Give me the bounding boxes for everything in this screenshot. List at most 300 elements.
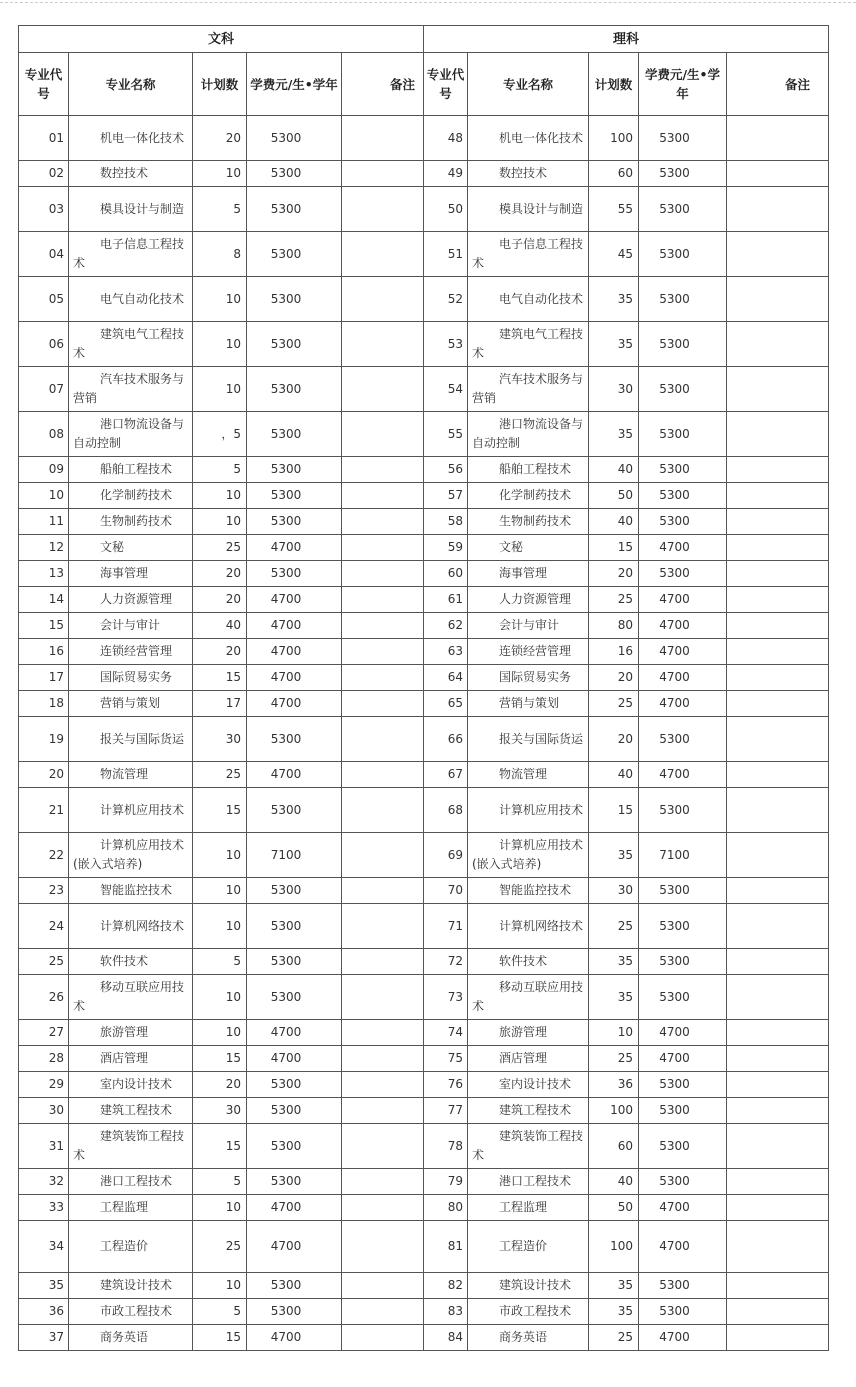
cell-note [342, 277, 424, 322]
table-row [19, 509, 424, 535]
cell-plan: 35 [589, 1273, 639, 1299]
cell-plan: 50 [589, 1195, 639, 1221]
table-row [424, 1221, 829, 1273]
cell-fee: 7100 [639, 833, 727, 878]
cell-plan: 55 [589, 187, 639, 232]
cell-fee: 5300 [639, 412, 727, 457]
cell-code: 82 [424, 1273, 468, 1299]
cell-code: 62 [424, 613, 468, 639]
table-row [424, 949, 829, 975]
cell-plan: 100 [589, 116, 639, 161]
cell-note [342, 1072, 424, 1098]
cell-name: 营销与策划 [468, 691, 589, 717]
cell-plan: 5 [193, 457, 247, 483]
cell-name: 工程造价 [69, 1221, 193, 1273]
table-row [424, 833, 829, 878]
cell-note [727, 762, 829, 788]
cell-name: 生物制药技术 [468, 509, 589, 535]
cell-note [342, 187, 424, 232]
cell-code: 56 [424, 457, 468, 483]
cell-plan: 25 [589, 904, 639, 949]
cell-code: 70 [424, 878, 468, 904]
cell-code: 09 [19, 457, 69, 483]
cell-note [342, 788, 424, 833]
cell-name: 物流管理 [69, 762, 193, 788]
science-header-fee: 学费元/生•学年 [639, 53, 727, 116]
cell-fee: 5300 [639, 561, 727, 587]
cell-note [727, 1020, 829, 1046]
cell-plan: 60 [589, 161, 639, 187]
cell-name: 海事管理 [468, 561, 589, 587]
cell-fee: 5300 [247, 561, 342, 587]
cell-name: 建筑设计技术 [468, 1273, 589, 1299]
cell-fee: 5300 [639, 1072, 727, 1098]
cell-code: 07 [19, 367, 69, 412]
cell-note [342, 535, 424, 561]
cell-name: 建筑电气工程技术 [69, 322, 193, 367]
cell-plan: 40 [589, 1169, 639, 1195]
cell-name: 建筑设计技术 [69, 1273, 193, 1299]
cell-name: 酒店管理 [69, 1046, 193, 1072]
cell-plan: 10 [193, 1273, 247, 1299]
cell-code: 77 [424, 1098, 468, 1124]
science-admission-table [423, 25, 829, 1351]
cell-name: 国际贸易实务 [69, 665, 193, 691]
cell-plan: 20 [193, 1072, 247, 1098]
cell-plan: 10 [193, 904, 247, 949]
cell-plan: 35 [589, 277, 639, 322]
cell-fee: 5300 [247, 1273, 342, 1299]
cell-note [342, 717, 424, 762]
cell-plan: 40 [589, 457, 639, 483]
cell-fee: 5300 [639, 187, 727, 232]
table-row [19, 1098, 424, 1124]
cell-fee: 5300 [639, 161, 727, 187]
cell-fee: 5300 [639, 483, 727, 509]
cell-plan: 10 [193, 1195, 247, 1221]
cell-fee: 5300 [247, 116, 342, 161]
cell-note [342, 116, 424, 161]
table-row [424, 161, 829, 187]
cell-note [342, 322, 424, 367]
cell-name: 汽车技术服务与营销 [69, 367, 193, 412]
cell-name: 建筑装饰工程技术 [69, 1124, 193, 1169]
cell-name: 营销与策划 [69, 691, 193, 717]
table-row [424, 788, 829, 833]
cell-fee: 4700 [247, 1020, 342, 1046]
cell-note [342, 975, 424, 1020]
table-row [424, 232, 829, 277]
table-row [424, 483, 829, 509]
cell-plan: 100 [589, 1221, 639, 1273]
cell-note [342, 1325, 424, 1351]
cell-name: 旅游管理 [468, 1020, 589, 1046]
table-row [424, 904, 829, 949]
cell-plan: 30 [589, 367, 639, 412]
table-row [424, 367, 829, 412]
table-row [424, 322, 829, 367]
cell-name: 软件技术 [468, 949, 589, 975]
cell-fee: 5300 [247, 788, 342, 833]
cell-code: 79 [424, 1169, 468, 1195]
cell-note [727, 116, 829, 161]
cell-name: 工程造价 [468, 1221, 589, 1273]
cell-fee: 5300 [639, 878, 727, 904]
cell-plan: 8 [193, 232, 247, 277]
table-row [19, 717, 424, 762]
cell-note [342, 587, 424, 613]
cell-name: 文秘 [468, 535, 589, 561]
cell-plan: 40 [589, 509, 639, 535]
table-row [19, 412, 424, 457]
cell-plan: 5 [193, 1169, 247, 1195]
cell-plan: 36 [589, 1072, 639, 1098]
cell-note [727, 1195, 829, 1221]
cell-name: 报关与国际货运 [69, 717, 193, 762]
cell-plan: 30 [193, 717, 247, 762]
table-row [424, 639, 829, 665]
cell-note [727, 509, 829, 535]
cell-name: 建筑工程技术 [468, 1098, 589, 1124]
cell-name: 汽车技术服务与营销 [468, 367, 589, 412]
cell-fee: 5300 [639, 116, 727, 161]
cell-plan: 5 [193, 1299, 247, 1325]
cell-note [727, 367, 829, 412]
cell-note [727, 1273, 829, 1299]
cell-plan: 10 [193, 367, 247, 412]
table-row [19, 904, 424, 949]
cell-code: 25 [19, 949, 69, 975]
cell-name: 市政工程技术 [69, 1299, 193, 1325]
cell-fee: 4700 [247, 535, 342, 561]
table-row [424, 665, 829, 691]
cell-fee: 5300 [247, 1299, 342, 1325]
cell-fee: 5300 [639, 322, 727, 367]
table-row [424, 116, 829, 161]
cell-code: 26 [19, 975, 69, 1020]
cell-code: 48 [424, 116, 468, 161]
cell-plan: 10 [193, 1020, 247, 1046]
cell-name: 室内设计技术 [69, 1072, 193, 1098]
cell-note [727, 833, 829, 878]
cell-plan: 35 [589, 975, 639, 1020]
cell-code: 36 [19, 1299, 69, 1325]
cell-fee: 4700 [639, 587, 727, 613]
cell-code: 12 [19, 535, 69, 561]
cell-name: 数控技术 [468, 161, 589, 187]
cell-fee: 5300 [639, 1273, 727, 1299]
cell-plan: 20 [589, 665, 639, 691]
cell-note [727, 788, 829, 833]
cell-code: 21 [19, 788, 69, 833]
cell-fee: 5300 [639, 277, 727, 322]
cell-code: 83 [424, 1299, 468, 1325]
cell-name: 移动互联应用技术 [69, 975, 193, 1020]
cell-plan: 35 [589, 322, 639, 367]
cell-fee: 5300 [639, 788, 727, 833]
cell-code: 31 [19, 1124, 69, 1169]
cell-code: 27 [19, 1020, 69, 1046]
table-row [19, 322, 424, 367]
cell-note [727, 1325, 829, 1351]
cell-name: 计算机应用技术 [468, 788, 589, 833]
cell-name: 文秘 [69, 535, 193, 561]
cell-name: 市政工程技术 [468, 1299, 589, 1325]
cell-note [727, 1169, 829, 1195]
cell-code: 17 [19, 665, 69, 691]
cell-code: 11 [19, 509, 69, 535]
cell-code: 32 [19, 1169, 69, 1195]
cell-note [342, 561, 424, 587]
table-row [424, 762, 829, 788]
table-row [424, 587, 829, 613]
cell-code: 66 [424, 717, 468, 762]
table-row [19, 116, 424, 161]
cell-plan: ，5 [193, 412, 247, 457]
science-header-code: 专业代号 [424, 53, 468, 116]
cell-code: 73 [424, 975, 468, 1020]
cell-fee: 5300 [247, 878, 342, 904]
cell-note [342, 665, 424, 691]
cell-code: 30 [19, 1098, 69, 1124]
cell-note [342, 1299, 424, 1325]
cell-plan: 40 [589, 762, 639, 788]
cell-note [727, 975, 829, 1020]
cell-note [342, 613, 424, 639]
cell-plan: 10 [193, 161, 247, 187]
cell-plan: 20 [193, 587, 247, 613]
table-row [424, 187, 829, 232]
table-row [19, 1169, 424, 1195]
cell-fee: 4700 [639, 1221, 727, 1273]
cell-note [342, 483, 424, 509]
cell-code: 28 [19, 1046, 69, 1072]
cell-plan: 20 [589, 717, 639, 762]
cell-note [342, 1169, 424, 1195]
cell-note [342, 878, 424, 904]
arts-header-name: 专业名称 [69, 53, 193, 116]
cell-plan: 5 [193, 949, 247, 975]
cell-name: 移动互联应用技术 [468, 975, 589, 1020]
cell-fee: 5300 [247, 509, 342, 535]
cell-code: 75 [424, 1046, 468, 1072]
cell-note [727, 1124, 829, 1169]
table-row [19, 161, 424, 187]
cell-code: 24 [19, 904, 69, 949]
cell-fee: 5300 [247, 412, 342, 457]
cell-note [342, 1020, 424, 1046]
cell-plan: 20 [589, 561, 639, 587]
cell-name: 计算机应用技术(嵌入式培养) [468, 833, 589, 878]
arts-header-code: 专业代号 [19, 53, 69, 116]
cell-plan: 35 [589, 1299, 639, 1325]
table-row [424, 1098, 829, 1124]
cell-note [727, 1072, 829, 1098]
table-row [19, 665, 424, 691]
table-row [424, 1020, 829, 1046]
cell-fee: 4700 [247, 1221, 342, 1273]
cell-code: 53 [424, 322, 468, 367]
cell-fee: 5300 [247, 1098, 342, 1124]
arts-header-row [19, 53, 424, 116]
cell-fee: 5300 [639, 1124, 727, 1169]
cell-fee: 5300 [639, 949, 727, 975]
cell-fee: 4700 [247, 639, 342, 665]
cell-plan: 15 [589, 535, 639, 561]
cell-code: 05 [19, 277, 69, 322]
cell-name: 模具设计与制造 [69, 187, 193, 232]
cell-code: 65 [424, 691, 468, 717]
cell-fee: 5300 [639, 975, 727, 1020]
cell-name: 人力资源管理 [468, 587, 589, 613]
cell-code: 57 [424, 483, 468, 509]
cell-code: 84 [424, 1325, 468, 1351]
cell-note [342, 949, 424, 975]
cell-code: 76 [424, 1072, 468, 1098]
cell-plan: 20 [193, 561, 247, 587]
cell-name: 化学制药技术 [69, 483, 193, 509]
cell-plan: 60 [589, 1124, 639, 1169]
cell-fee: 5300 [639, 1098, 727, 1124]
table-row [19, 691, 424, 717]
cell-fee: 5300 [247, 277, 342, 322]
cell-name: 建筑装饰工程技术 [468, 1124, 589, 1169]
cell-name: 商务英语 [468, 1325, 589, 1351]
arts-section-row [19, 26, 424, 53]
table-row [424, 691, 829, 717]
table-row [19, 1124, 424, 1169]
table-row [19, 561, 424, 587]
cell-name: 计算机网络技术 [69, 904, 193, 949]
cell-plan: 15 [193, 1124, 247, 1169]
cell-name: 船舶工程技术 [468, 457, 589, 483]
cell-note [342, 1098, 424, 1124]
cell-code: 61 [424, 587, 468, 613]
cell-fee: 4700 [639, 1020, 727, 1046]
cell-fee: 5300 [247, 975, 342, 1020]
cell-code: 59 [424, 535, 468, 561]
cell-name: 建筑电气工程技术 [468, 322, 589, 367]
cell-note [727, 322, 829, 367]
cell-note [727, 1221, 829, 1273]
table-row [19, 587, 424, 613]
cell-note [727, 457, 829, 483]
table-row [424, 1325, 829, 1351]
cell-note [727, 613, 829, 639]
cell-code: 22 [19, 833, 69, 878]
cell-name: 商务英语 [69, 1325, 193, 1351]
cell-code: 71 [424, 904, 468, 949]
cell-name: 旅游管理 [69, 1020, 193, 1046]
cell-note [727, 232, 829, 277]
cell-name: 电气自动化技术 [468, 277, 589, 322]
cell-plan: 30 [193, 1098, 247, 1124]
cell-fee: 5300 [639, 232, 727, 277]
cell-plan: 35 [589, 412, 639, 457]
cell-name: 报关与国际货运 [468, 717, 589, 762]
cell-code: 68 [424, 788, 468, 833]
cell-plan: 25 [589, 1046, 639, 1072]
cell-fee: 5300 [639, 1299, 727, 1325]
cell-plan: 10 [193, 833, 247, 878]
table-row [19, 1299, 424, 1325]
table-row [424, 277, 829, 322]
table-row [19, 1195, 424, 1221]
arts-section-title: 文科 [19, 26, 424, 53]
cell-name: 会计与审计 [69, 613, 193, 639]
arts-admission-table [18, 25, 424, 1351]
cell-plan: 100 [589, 1098, 639, 1124]
cell-fee: 4700 [639, 691, 727, 717]
table-row [19, 788, 424, 833]
cell-note [342, 1046, 424, 1072]
cell-fee: 5300 [247, 457, 342, 483]
cell-code: 55 [424, 412, 468, 457]
cell-note [727, 717, 829, 762]
cell-plan: 20 [193, 639, 247, 665]
cell-note [342, 367, 424, 412]
cell-name: 生物制药技术 [69, 509, 193, 535]
table-row [424, 535, 829, 561]
cell-name: 港口工程技术 [468, 1169, 589, 1195]
table-row [19, 762, 424, 788]
table-row [19, 1325, 424, 1351]
table-row [19, 535, 424, 561]
cell-code: 35 [19, 1273, 69, 1299]
cell-name: 国际贸易实务 [468, 665, 589, 691]
cell-note [342, 509, 424, 535]
cell-note [342, 1195, 424, 1221]
table-row [424, 1046, 829, 1072]
cell-note [727, 665, 829, 691]
cell-fee: 5300 [247, 1124, 342, 1169]
cell-plan: 35 [589, 833, 639, 878]
science-section-title: 理科 [424, 26, 829, 53]
cell-name: 船舶工程技术 [69, 457, 193, 483]
table-row [19, 1221, 424, 1273]
cell-code: 19 [19, 717, 69, 762]
cell-name: 数控技术 [69, 161, 193, 187]
arts-header-plan: 计划数 [193, 53, 247, 116]
cell-name: 智能监控技术 [69, 878, 193, 904]
cell-plan: 50 [589, 483, 639, 509]
cell-name: 计算机网络技术 [468, 904, 589, 949]
cell-note [727, 1098, 829, 1124]
table-row [424, 878, 829, 904]
cell-code: 08 [19, 412, 69, 457]
cell-code: 16 [19, 639, 69, 665]
cell-code: 20 [19, 762, 69, 788]
cell-name: 机电一体化技术 [69, 116, 193, 161]
cell-code: 58 [424, 509, 468, 535]
cell-note [342, 457, 424, 483]
cell-plan: 35 [589, 949, 639, 975]
cell-name: 连锁经营管理 [69, 639, 193, 665]
cell-note [342, 762, 424, 788]
cell-note [727, 483, 829, 509]
cell-plan: 15 [193, 1046, 247, 1072]
table-row [424, 1124, 829, 1169]
cell-code: 69 [424, 833, 468, 878]
cell-note [342, 691, 424, 717]
cell-code: 29 [19, 1072, 69, 1098]
cell-code: 78 [424, 1124, 468, 1169]
table-row [19, 277, 424, 322]
cell-note [342, 1221, 424, 1273]
cell-name: 电气自动化技术 [69, 277, 193, 322]
cell-plan: 16 [589, 639, 639, 665]
table-row [424, 1169, 829, 1195]
